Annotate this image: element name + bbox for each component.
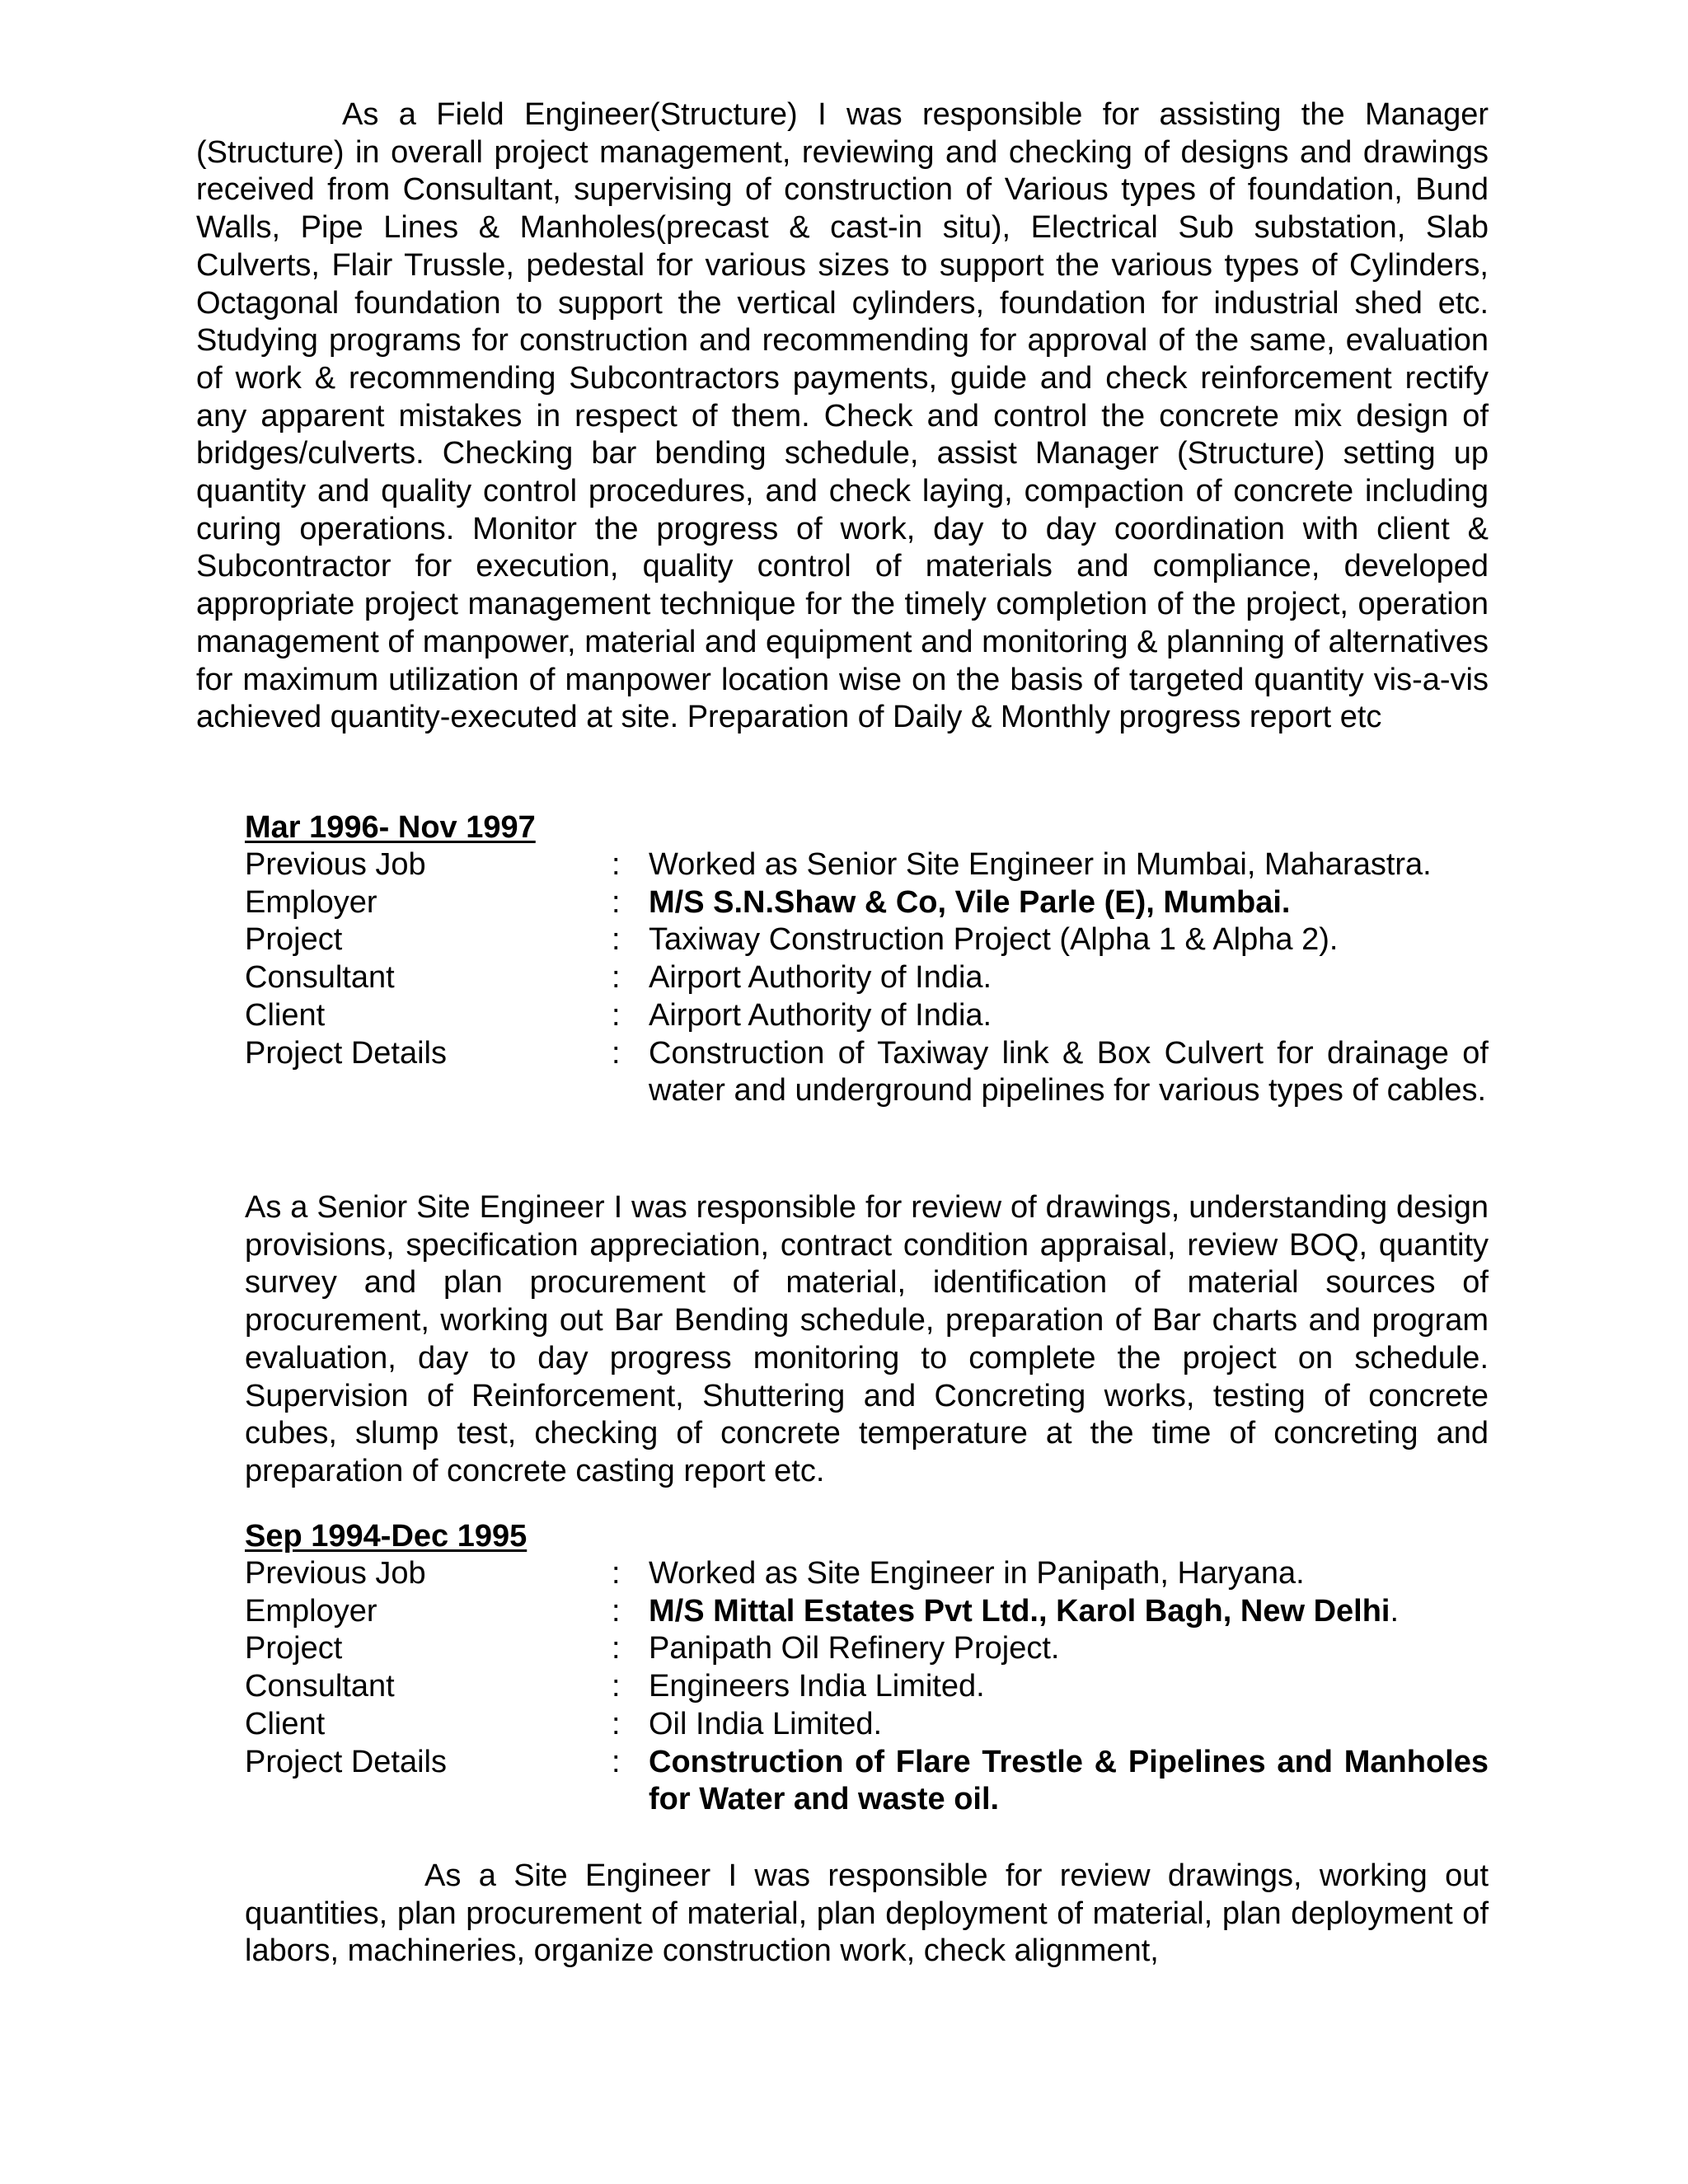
detail-value: M/S S.N.Shaw & Co, Vile Parle (E), Mumbai.	[649, 884, 1291, 920]
detail-label: Employer	[245, 1593, 377, 1629]
job-detail-row-project	[245, 1630, 1489, 1668]
detail-separator: :	[612, 922, 621, 958]
detail-value: Airport Authority of India.	[649, 960, 992, 996]
senior-site-engineer-responsibilities-paragraph: As a Senior Site Engineer I was responsible for review of drawings, understanding design provisions, specification appreciation, contract condition appraisal, review BOQ, quantity survey and plan procurement of material, identification of material sources of procurement, working out Bar Bending schedule, preparation of Bar charts and program evaluation, day to day progress monitoring to complete the project on schedule. Supervision of Reinforcement, Shuttering and Concreting works, testing of concrete cubes, slump test, checking of concrete temperature at the time of concreting and preparation of concrete casting report etc.	[245, 1190, 1489, 1488]
detail-separator: :	[612, 847, 621, 882]
detail-separator: :	[612, 1669, 621, 1704]
detail-label: Consultant	[245, 960, 395, 996]
site-engineer-responsibilities-paragraph: As a Site Engineer I was responsible for review drawings, working out quantities, plan procurement of material, plan deployment of material, plan deployment of labors, machineries, organize construction work, check alignment,	[245, 1858, 1489, 1969]
detail-value-suffix: .	[1390, 1593, 1400, 1629]
job-detail-row-previous-job	[245, 1555, 1489, 1593]
detail-label: Project Details	[245, 1744, 447, 1779]
detail-value: Worked as Senior Site Engineer in Mumbai, Maharastra.	[649, 847, 1432, 882]
job-detail-row-project-details	[245, 1744, 1489, 1819]
job-period-heading: Mar 1996- Nov 1997	[245, 810, 536, 845]
detail-value: Airport Authority of India.	[649, 997, 992, 1033]
detail-label: Client	[245, 997, 326, 1033]
detail-separator: :	[612, 1556, 621, 1591]
detail-separator: :	[612, 1631, 621, 1666]
field-engineer-responsibilities-paragraph: As a Field Engineer(Structure) I was responsible for assisting the Manager (Structure) in overall project management, reviewing and checking of designs and drawings received from Consultant, supervising of construction of Various types of foundation, Bund Walls, Pipe Lines & Manholes(precast & cast-in situ), Electrical Sub substation, Slab Culverts, Flair Trussle, pedestal for various sizes to support the various types of Cylinders, Octagonal foundation to support the vertical cylinders, foundation for industrial shed etc. Studying programs for construction and recommending for approval of the same, evaluation of work & recommending Subcontractors payments, guide and check reinforcement rectify any apparent mistakes in respect of them. Check and control the concrete mix design of bridges/culverts. Checking bar bending schedule, assist Manager (Structure) setting up quantity and quality control procedures, and check laying, compaction of concrete including curing operations. Monitor the progress of work, day to day coordination with client & Subcontractor for execution, quality control of materials and compliance, developed appropriate project management technique for the timely completion of the project, operation management of manpower, material and equipment and monitoring & planning of alternatives for maximum utilization of manpower location wise on the basis of targeted quantity vis-a-vis achieved quantity-executed at site. Preparation of Daily & Monthly progress report etc	[196, 97, 1489, 735]
detail-separator: :	[612, 997, 621, 1033]
detail-label: Consultant	[245, 1669, 395, 1704]
detail-separator: :	[612, 884, 621, 920]
detail-separator: :	[612, 1035, 621, 1071]
detail-label: Previous Job	[245, 1556, 426, 1591]
detail-label: Previous Job	[245, 847, 426, 882]
detail-value: Construction of Flare Trestle & Pipelines and Manholes for Water and waste oil.	[649, 1744, 1489, 1817]
detail-value: Taxiway Construction Project (Alpha 1 & Alpha 2).	[649, 922, 1339, 958]
job-period-heading: Sep 1994-Dec 1995	[245, 1519, 528, 1554]
detail-value-wrapper	[649, 1593, 1489, 1631]
detail-value: Oil India Limited.	[649, 1706, 883, 1741]
detail-separator: :	[612, 1744, 621, 1779]
job-detail-row-project-details	[245, 1035, 1489, 1110]
detail-separator: :	[612, 1593, 621, 1629]
job-detail-row-project	[245, 921, 1489, 959]
detail-label: Client	[245, 1706, 326, 1741]
detail-label: Project	[245, 922, 343, 958]
job-detail-row-employer	[245, 884, 1489, 922]
job-detail-row-consultant	[245, 959, 1489, 997]
detail-label: Project Details	[245, 1035, 447, 1071]
job-detail-row-client	[245, 1706, 1489, 1744]
detail-separator: :	[612, 1706, 621, 1741]
detail-separator: :	[612, 960, 621, 996]
job-section-1996-1997	[245, 808, 1489, 1110]
detail-value: Construction of Taxiway link & Box Culvert for drainage of water and underground pipelines for various types of cables.	[649, 1035, 1489, 1108]
job-section-1994-1995	[245, 1517, 1489, 1819]
detail-value: Worked as Site Engineer in Panipath, Haryana.	[649, 1556, 1305, 1591]
job-detail-row-client	[245, 997, 1489, 1035]
detail-label: Project	[245, 1631, 343, 1666]
job-detail-row-consultant	[245, 1668, 1489, 1706]
detail-value: M/S Mittal Estates Pvt Ltd., Karol Bagh, New Delhi	[649, 1593, 1390, 1629]
job-detail-row-previous-job	[245, 846, 1489, 884]
detail-value: Panipath Oil Refinery Project.	[649, 1631, 1060, 1666]
detail-value: Engineers India Limited.	[649, 1669, 985, 1704]
detail-label: Employer	[245, 884, 377, 920]
job-detail-row-employer	[245, 1593, 1489, 1631]
